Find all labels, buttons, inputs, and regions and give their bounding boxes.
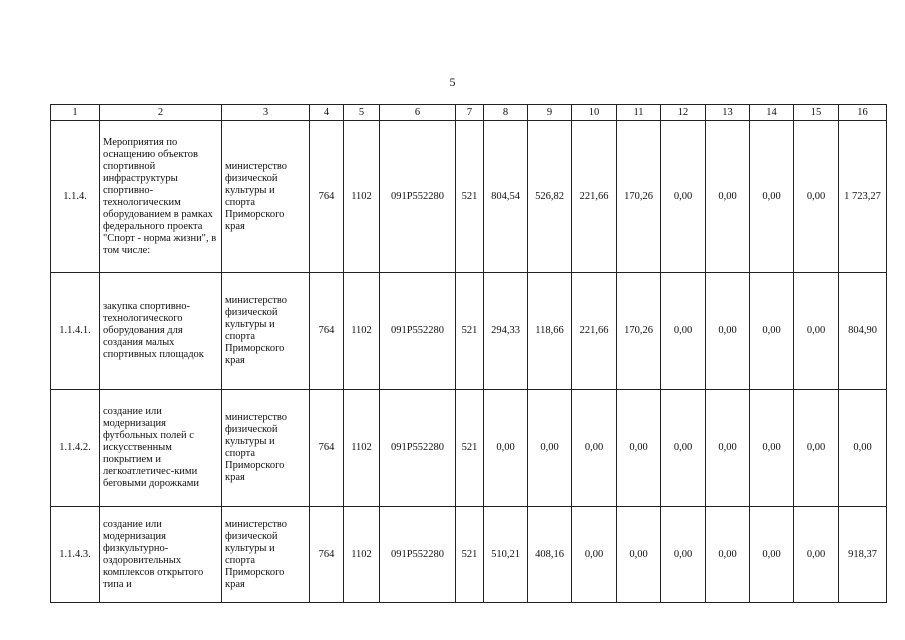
table-row [51, 390, 887, 507]
cell: 091P552280 [380, 273, 456, 390]
column-header: 12 [661, 105, 706, 121]
cell: 1102 [344, 121, 380, 273]
cell: 1102 [344, 273, 380, 390]
row-executor: министерство физической культуры и спорта Приморского края [222, 390, 310, 507]
cell: 0,00 [706, 507, 750, 603]
column-header: 9 [528, 105, 572, 121]
column-header: 13 [706, 105, 750, 121]
row-name: создание или модернизация физкультурно-оздоровительных комплексов открытого типа и [100, 507, 222, 603]
cell: 764 [310, 121, 344, 273]
cell: 521 [456, 121, 484, 273]
cell: 118,66 [528, 273, 572, 390]
row-executor: министерство физической культуры и спорта Приморского края [222, 273, 310, 390]
cell: 526,82 [528, 121, 572, 273]
cell: 170,26 [617, 121, 661, 273]
column-header: 8 [484, 105, 528, 121]
row-code: 1.1.4.2. [51, 390, 100, 507]
cell: 0,00 [706, 390, 750, 507]
column-header: 1 [51, 105, 100, 121]
row-code: 1.1.4.1. [51, 273, 100, 390]
cell-total: 0,00 [839, 390, 887, 507]
cell: 764 [310, 273, 344, 390]
column-header: 11 [617, 105, 661, 121]
header-row [51, 105, 887, 121]
column-header: 4 [310, 105, 344, 121]
cell: 091P552280 [380, 507, 456, 603]
cell: 1102 [344, 507, 380, 603]
table-row [51, 507, 887, 603]
cell: 408,16 [528, 507, 572, 603]
cell: 170,26 [617, 273, 661, 390]
cell: 0,00 [484, 390, 528, 507]
cell: 0,00 [750, 273, 794, 390]
cell: 294,33 [484, 273, 528, 390]
cell-total: 804,90 [839, 273, 887, 390]
cell: 1102 [344, 390, 380, 507]
row-name: создание или модернизация футбольных полей с искусственным покрытием и легкоатлетичес-кими беговыми дорожками [100, 390, 222, 507]
cell: 0,00 [794, 273, 839, 390]
cell: 521 [456, 273, 484, 390]
cell: 0,00 [706, 273, 750, 390]
cell: 521 [456, 507, 484, 603]
row-name: Мероприятия по оснащению объектов спортивной инфраструктуры спортивно-технологическим оборудованием в рамках федерального проекта "Спорт - норма жизни", в том числе: [100, 121, 222, 273]
cell: 091P552280 [380, 390, 456, 507]
cell: 0,00 [706, 121, 750, 273]
row-executor: министерство физической культуры и спорта Приморского края [222, 121, 310, 273]
budget-table [50, 104, 887, 603]
cell: 0,00 [750, 507, 794, 603]
cell: 521 [456, 390, 484, 507]
column-header: 10 [572, 105, 617, 121]
cell: 0,00 [794, 507, 839, 603]
cell: 0,00 [661, 507, 706, 603]
column-header: 14 [750, 105, 794, 121]
row-code: 1.1.4.3. [51, 507, 100, 603]
page-number: 5 [449, 75, 456, 89]
row-code: 1.1.4. [51, 121, 100, 273]
cell: 221,66 [572, 121, 617, 273]
cell: 764 [310, 507, 344, 603]
column-header: 15 [794, 105, 839, 121]
cell: 510,21 [484, 507, 528, 603]
cell: 0,00 [661, 390, 706, 507]
table-row [51, 273, 887, 390]
column-header: 6 [380, 105, 456, 121]
cell: 0,00 [572, 390, 617, 507]
column-header: 2 [100, 105, 222, 121]
cell: 0,00 [661, 121, 706, 273]
column-header: 5 [344, 105, 380, 121]
column-header: 16 [839, 105, 887, 121]
cell: 764 [310, 390, 344, 507]
cell: 0,00 [750, 390, 794, 507]
cell: 0,00 [572, 507, 617, 603]
column-header: 3 [222, 105, 310, 121]
column-header: 7 [456, 105, 484, 121]
cell: 221,66 [572, 273, 617, 390]
cell-total: 918,37 [839, 507, 887, 603]
cell-total: 1 723,27 [839, 121, 887, 273]
cell: 0,00 [750, 121, 794, 273]
cell: 804,54 [484, 121, 528, 273]
cell: 0,00 [794, 390, 839, 507]
cell: 0,00 [617, 390, 661, 507]
row-executor: министерство физической культуры и спорта Приморского края [222, 507, 310, 603]
cell: 0,00 [617, 507, 661, 603]
cell: 0,00 [661, 273, 706, 390]
cell: 0,00 [794, 121, 839, 273]
cell: 091P552280 [380, 121, 456, 273]
table-row [51, 121, 887, 273]
cell: 0,00 [528, 390, 572, 507]
row-name: закупка спортивно-технологического оборудования для создания малых спортивных площадок [100, 273, 222, 390]
